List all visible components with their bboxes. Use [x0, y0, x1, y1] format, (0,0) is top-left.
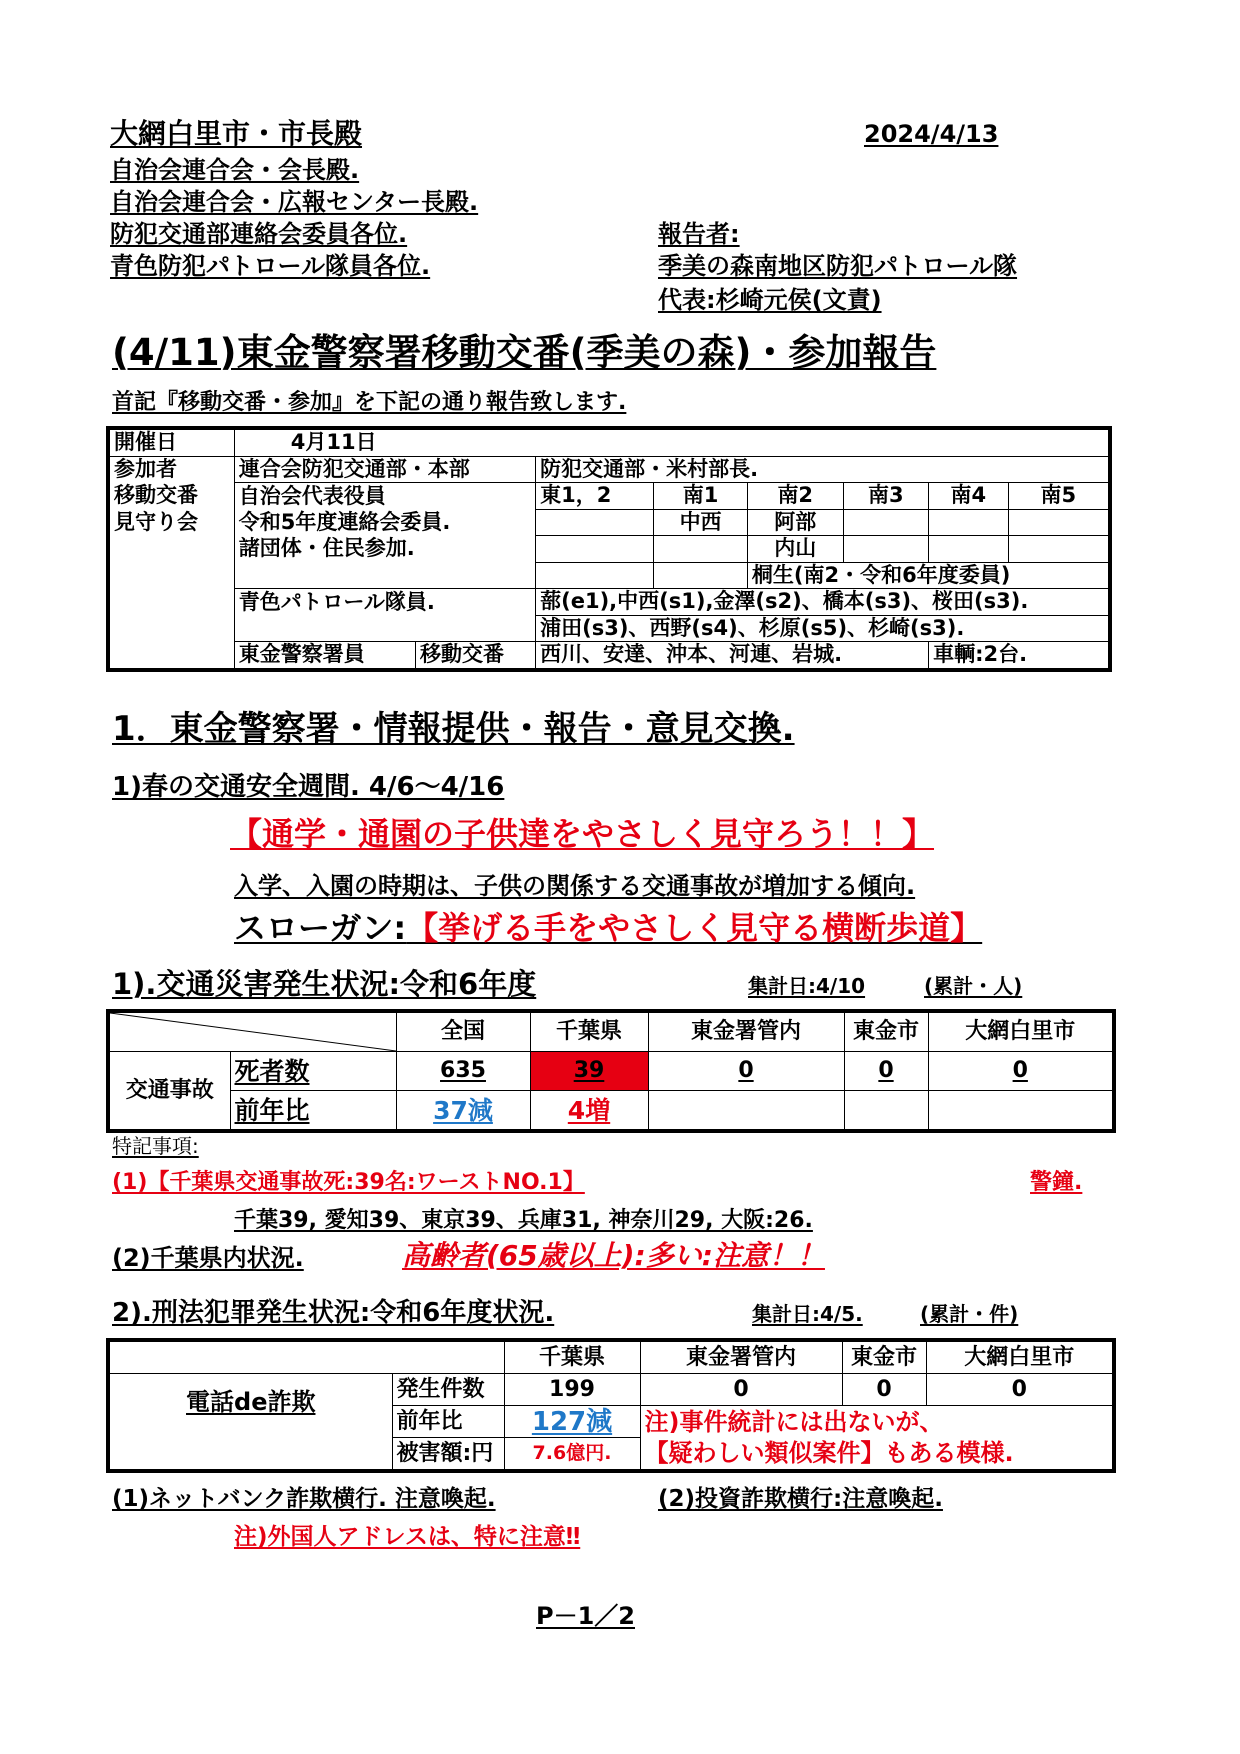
- count-togane-city: 0: [842, 1374, 926, 1406]
- participants-label: 参加者: [108, 456, 234, 483]
- hq-label: 連合会防犯交通部・本部: [234, 456, 535, 483]
- count-label: 発生件数: [392, 1374, 504, 1406]
- spring-safety-heading: 1)春の交通安全週間. 4/6～4/16: [112, 772, 505, 802]
- traffic-agg-unit: (累計・人): [924, 974, 1023, 998]
- crime-yoy-label: 前年比: [392, 1406, 504, 1438]
- foreign-address-warning: 注)外国人アドレスは、特に注意‼: [234, 1524, 581, 1550]
- deaths-togane-district: 0: [648, 1052, 844, 1091]
- traffic-table: [106, 1009, 1116, 1133]
- blank-cell: [234, 562, 535, 589]
- recipient-pr-center: 自治会連合会・広報センター長殿.: [110, 188, 479, 216]
- mobile-koban-label: 移動交番: [108, 483, 234, 510]
- blank-cell: [108, 536, 234, 563]
- blank-cell: [234, 615, 535, 642]
- blank-cell: [108, 642, 234, 670]
- notes-label: 特記事項:: [112, 1134, 199, 1158]
- police-names: 西川、安達、沖本、河連、岩城.: [536, 642, 929, 670]
- patrol-members-1: 蔀(e1),中西(s1),金澤(s2)、橋本(s3)、桜田(s3).: [536, 589, 1110, 616]
- slogan-label: スローガン:: [234, 909, 407, 947]
- yoy-national: 37減: [396, 1091, 530, 1132]
- district-south5: 南5: [1008, 483, 1110, 510]
- page-number: P－1／2: [536, 1602, 635, 1630]
- patrol-members-2: 浦田(s3)、西野(s4)、杉原(s5)、杉崎(s3).: [536, 615, 1110, 642]
- col-header-oamishirasato: 大網白里市: [928, 1011, 1114, 1052]
- deaths-label: 死者数: [230, 1052, 396, 1091]
- report-date: 2024/4/13: [864, 120, 999, 148]
- district-south3: 南3: [843, 483, 929, 510]
- traffic-heading: 1).交通災害発生状況:令和6年度: [112, 967, 537, 1001]
- district-south4: 南4: [929, 483, 1008, 510]
- deaths-national: 635: [396, 1052, 530, 1091]
- watch-meeting-label: 見守り会: [108, 509, 234, 536]
- col-header-togane-city: 東金市: [844, 1011, 928, 1052]
- yoy-chiba: 4増: [530, 1091, 648, 1132]
- patrol-label: 青色パトロール隊員.: [234, 589, 535, 616]
- reporter-label: 報告者:: [658, 220, 740, 248]
- cell: 内山: [747, 536, 843, 563]
- district-south2: 南2: [747, 483, 843, 510]
- footer-item1: (1)ネットバンク詐欺横行. 注意喚起.: [112, 1486, 496, 1512]
- police-sub-label: 移動交番: [415, 642, 535, 670]
- note2-text: 高齢者(65歳以上):多い:注意！！: [402, 1239, 825, 1272]
- section1-heading: 1．東金警察署・情報提供・報告・意見交換.: [112, 709, 795, 749]
- crime-remark2: 【疑わしい類似案件】もある模様.: [640, 1438, 1114, 1472]
- phone-fraud-label: 電話de詐欺: [108, 1374, 392, 1472]
- spring-slogan: 【通学・通園の子供達をやさしく見守ろう！！】: [230, 815, 935, 853]
- traffic-agg-date: 集計日:4/10: [748, 974, 866, 998]
- crime-agg-date: 集計日:4/5.: [752, 1302, 863, 1326]
- count-togane-district: 0: [640, 1374, 842, 1406]
- footer-item2: (2)投資詐欺横行:注意喚起.: [658, 1486, 943, 1512]
- committee-label: 令和5年度連絡会委員.: [234, 509, 535, 536]
- cell: [1008, 509, 1110, 536]
- police-label: 東金警察署員: [234, 642, 415, 670]
- note2-label: (2)千葉県内状況.: [112, 1244, 304, 1272]
- date-label: 開催日: [108, 428, 234, 456]
- yoy-label: 前年比: [230, 1091, 396, 1132]
- reporter-org: 季美の森南地区防犯パトロール隊: [658, 252, 1018, 280]
- slogan-text: 【挙げる手をやさしく見守る横断歩道】: [406, 909, 983, 947]
- recipient-patrol: 青色防犯パトロール隊員各位.: [110, 252, 431, 280]
- association-officers-label: 自治会代表役員: [234, 483, 535, 510]
- cell: 中西: [654, 509, 748, 536]
- traffic-accident-label: 交通事故: [108, 1052, 230, 1132]
- crime-col-oamishirasato: 大網白里市: [926, 1340, 1114, 1374]
- deaths-oamishirasato: 0: [928, 1052, 1114, 1091]
- header-diagonal-cell: [108, 1011, 396, 1052]
- crime-heading: 2).刑法犯罪発生状況:令和6年度状況.: [112, 1298, 555, 1328]
- cell: [536, 509, 654, 536]
- hq-members: 防犯交通部・米村部長.: [536, 456, 1110, 483]
- crime-col-togane-city: 東金市: [842, 1340, 926, 1374]
- yoy-oamishirasato: [928, 1091, 1114, 1132]
- cell: [654, 536, 748, 563]
- count-chiba: 199: [504, 1374, 640, 1406]
- page-title: (4/11)東金警察署移動交番(季美の森)・参加報告: [112, 331, 937, 374]
- district-east: 東1，2: [536, 483, 654, 510]
- cell: [929, 509, 1008, 536]
- district-south1: 南1: [654, 483, 748, 510]
- recipient-federation-chair: 自治会連合会・会長殿.: [110, 156, 360, 184]
- note1-detail: 千葉39, 愛知39、東京39、兵庫31, 神奈川29, 大阪:26.: [234, 1208, 813, 1233]
- col-header-national: 全国: [396, 1011, 530, 1052]
- cell: 阿部: [747, 509, 843, 536]
- blank-cell: [108, 562, 234, 589]
- committee-note: 桐生(南2・令和6年度委員): [747, 562, 1110, 589]
- blank-cell: [108, 589, 234, 616]
- crime-col-togane-district: 東金署管内: [640, 1340, 842, 1374]
- damage-value: 7.6億円.: [504, 1438, 640, 1472]
- vehicle-count: 車輌:2台.: [929, 642, 1110, 670]
- cell: [1008, 536, 1110, 563]
- note1: (1)【千葉県交通事故死:39名:ワーストNO.1】: [112, 1170, 585, 1195]
- crime-col-chiba: 千葉県: [504, 1340, 640, 1374]
- reporter-rep: 代表:杉崎元侯(文責): [658, 286, 882, 314]
- blank-cell: [108, 1340, 504, 1374]
- col-header-togane-district: 東金署管内: [648, 1011, 844, 1052]
- recipient-mayor: 大網白里市・市長殿: [110, 117, 363, 150]
- crime-remark1: 注)事件統計には出ないが、: [640, 1406, 1114, 1438]
- yoy-togane-district: [648, 1091, 844, 1132]
- date-value: 4月11日: [234, 428, 1110, 456]
- crime-table: [106, 1338, 1116, 1473]
- blank-cell: [536, 562, 654, 589]
- diagonal-line: [110, 1013, 396, 1051]
- organizations-label: 諸団体・住民参加.: [234, 536, 535, 563]
- intro-text: 首記『移動交番・参加』を下記の通り報告致します.: [112, 390, 627, 415]
- cell: [536, 536, 654, 563]
- col-header-chiba: 千葉県: [530, 1011, 648, 1052]
- cell: [929, 536, 1008, 563]
- blank-cell: [654, 562, 748, 589]
- count-oamishirasato: 0: [926, 1374, 1114, 1406]
- damage-label: 被害額:円: [392, 1438, 504, 1472]
- cell: [843, 536, 929, 563]
- deaths-togane-city: 0: [844, 1052, 928, 1091]
- recipient-committee: 防犯交通部連絡会委員各位.: [110, 220, 408, 248]
- blank-cell: [108, 615, 234, 642]
- slogan-line: [234, 909, 983, 947]
- yoy-togane-city: [844, 1091, 928, 1132]
- crime-agg-unit: (累計・件): [920, 1302, 1019, 1326]
- note1-warning: 警鐘.: [1030, 1170, 1083, 1195]
- deaths-chiba: 39: [530, 1052, 648, 1091]
- spring-note: 入学、入園の時期は、子供の関係する交通事故が増加する傾向.: [234, 872, 916, 900]
- participation-table: [106, 426, 1112, 672]
- crime-yoy-value: 127減: [504, 1406, 640, 1438]
- cell: [843, 509, 929, 536]
